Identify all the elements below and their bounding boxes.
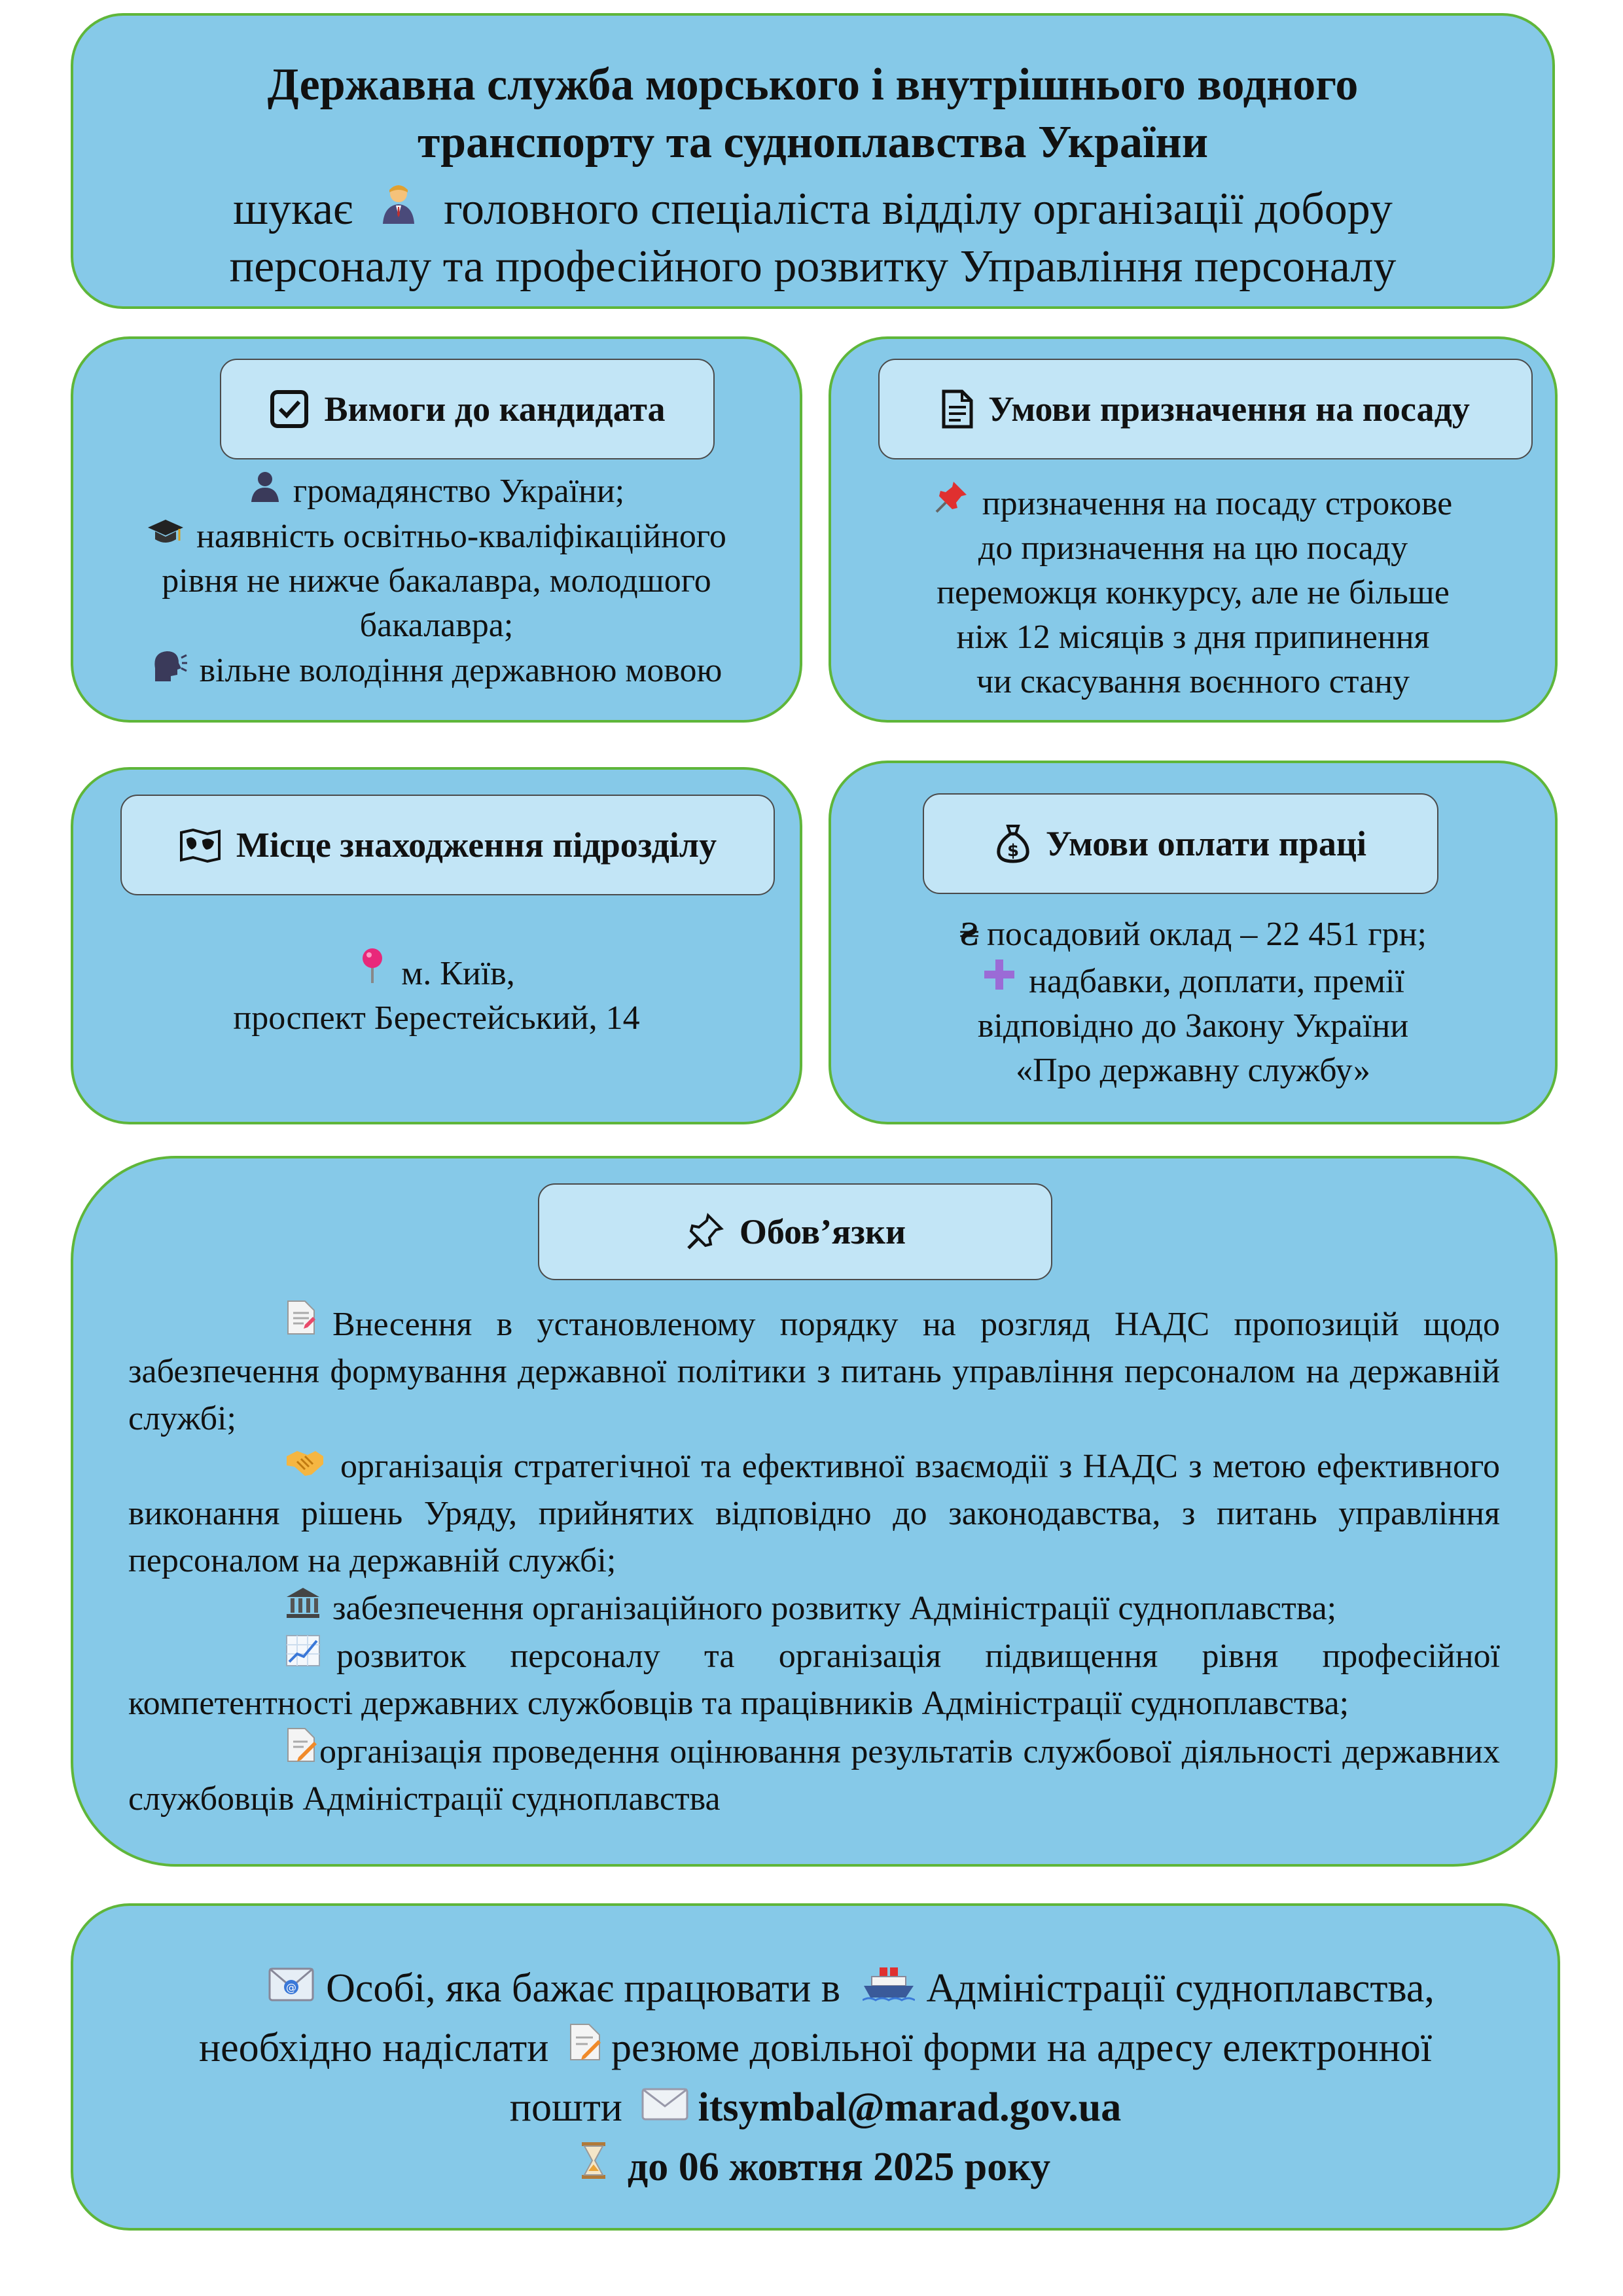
list-item: Внесення в установленому порядку на розгляд НАДС пропозицій щодо забезпечення формування державної політики з питань управління персоналом на державній службі; [128,1300,1500,1443]
speaking-head-icon [151,648,188,692]
list-item: організація стратегічної та ефективної взаємодії з НАДС з метою ефективного виконання рішень Уряду, прийнятих відповідно до законодавства, з питань управління персоналом на державній службі; [128,1443,1500,1585]
email-icon [268,1958,314,2017]
page-title: Державна служба морського і внутрішнього водного транспорту та судноплавства України [267,60,1359,168]
pay-text: ₴ посадовий оклад – 22 451 грн; надбавки, доплати, премії відповідно до Закону України «Про державну службу» [959,916,1427,1089]
person-in-suit-icon [379,179,418,237]
conditions-text: призначення на посаду строкове до призначення на цю посаду переможця конкурсу, але не більше ніж 12 місяців з дня припинення чи скасування воєнного стану [831,479,1555,704]
memo-icon [568,2018,602,2077]
requirements-list: громадянство України; наявність освітньо-кваліфікаційного рівня не нижче бакалавра, молодшого бакалавра; вільне володіння державною мовою [73,469,800,693]
hryvnia-icon: ₴ [959,916,978,953]
document-icon [941,389,974,429]
hourglass-icon [580,2137,607,2196]
handshake-icon [207,1443,325,1490]
svg-text:$: $ [1007,841,1019,861]
world-map-icon [179,827,222,863]
list-item: забезпечення організаційного розвитку Адміністрації судноплавства; [128,1585,1500,1632]
location-heading: Місце знаходження підрозділу [120,795,775,895]
list-item: організація проведення оцінювання результатів службової діяльності державних службовців Адміністрації судноплавства [128,1727,1500,1823]
contact-email[interactable]: itsymbal@marad.gov.ua [698,2085,1122,2130]
page-subtitle: шукає головного спеціаліста відділу організації добору персоналу та професійного розвитку Управління персоналу [73,179,1552,296]
list-item: вільне володіння державною мовою [73,648,800,693]
location-panel [71,767,802,1124]
requirements-heading: Вимоги до кандидата [220,359,715,459]
header-panel [71,13,1555,309]
chart-increasing-icon [207,1632,321,1679]
round-pushpin-icon [358,946,387,996]
checkbox-icon [269,389,310,429]
person-silhouette-icon [249,469,281,513]
graduation-cap-icon [147,514,185,558]
pay-panel [829,761,1558,1124]
conditions-heading: Умови призначення на посаду [878,359,1533,459]
envelope-icon [641,2077,688,2136]
location-address: м. Київ, проспект Берестейський, 14 [73,946,800,1041]
svg-text:@: @ [286,1981,297,1994]
pushpin-icon [934,479,969,526]
duties-list [128,1300,1500,1823]
plus-icon [982,957,1017,1003]
contact-panel [71,1903,1560,2231]
duties-heading: Обов’язки [538,1183,1052,1280]
list-item: громадянство України; [73,469,800,514]
conditions-panel [829,336,1558,723]
contact-text: @ Особі, яка бажає працювати в Адміністрації судноплавства, необхідно надіслати резюме довільної форми на адресу електронної пошти itsymbal@marad.gov.ua до 06 жовтня 2025 року [73,1958,1558,2197]
list-item: наявність освітньо-кваліфікаційного [73,514,800,559]
pay-heading: $ Умови оплати праці [923,793,1438,894]
pencil-memo-icon [207,1727,317,1775]
duties-panel [71,1156,1558,1867]
memo-icon [207,1300,317,1348]
classical-building-icon [207,1585,321,1632]
pushpin-outline-icon [685,1211,725,1252]
requirements-panel [71,336,802,723]
list-item: розвиток персоналу та організація підвищення рівня професійної компетентності державних службовців та працівників Адміністрації судноплавства; [128,1632,1500,1727]
money-bag-icon [995,823,1031,864]
deadline: до 06 жовтня 2025 року [627,2145,1051,2189]
ship-icon [863,1958,915,2017]
